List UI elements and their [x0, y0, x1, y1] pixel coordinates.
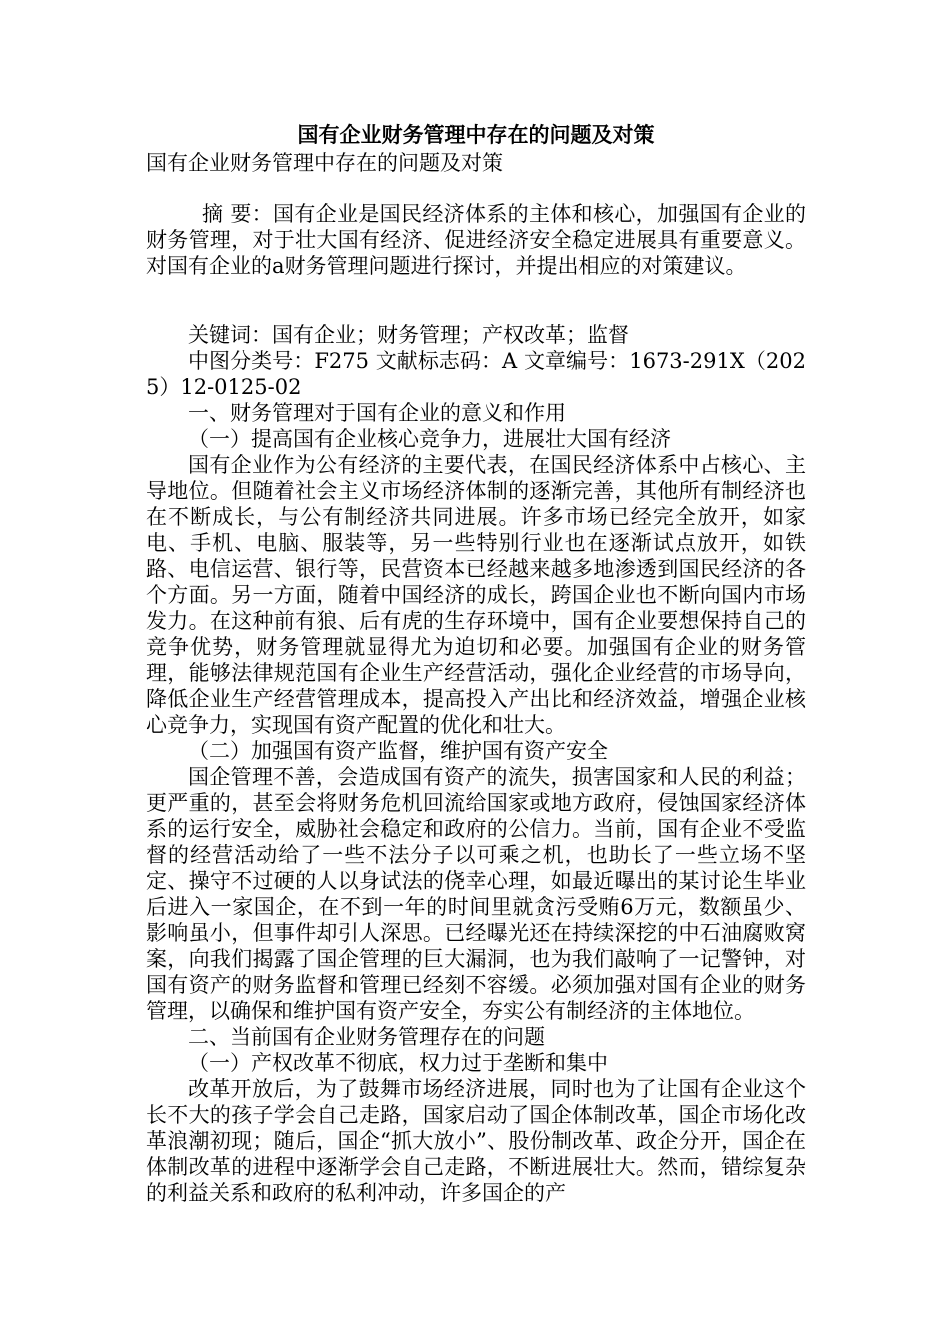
section-heading: 一、财务管理对于国有企业的意义和作用: [188, 401, 566, 425]
document-title: 国有企业财务管理中存在的问题及对策: [297, 122, 655, 147]
classification-line: 中图分类号：F275 文献标志码：A 文章编号：1673-291X（2025）12-0125-02: [146, 349, 806, 399]
body-paragraph: 国企管理不善，会造成国有资产的流失，损害国家和人民的利益；更严重的，甚至会将财务危机回流给国家或地方政府，侵蚀国家经济体系的运行安全，威胁社会稳定和政府的公信力。当前，国有企业不受监督的经营活动给了一些不法分子以可乘之机，也助长了一些立场不坚定、操守不过硬的人以身试法的侥幸心理，如最近曝出的某讨论生毕业后进入一家国企，在不到一年的时间里就贪污受贿6万元，数额虽少、影响虽小，但事件却引人深思。已经曝光还在持续深挖的中石油腐败窝案，向我们揭露了国企管理的巨大漏洞，也为我们敲响了一记警钟，对国有资产的财务监督和管理已经刻不容缓。必须加强对国有企业的财务管理，以确保和维护国有资产安全，夯实公有制经济的主体地位。: [146, 765, 806, 1023]
document-subtitle: 国有企业财务管理中存在的问题及对策: [146, 151, 503, 175]
section-heading: 二、当前国有企业财务管理存在的问题: [188, 1025, 545, 1049]
body-paragraph: 国有企业作为公有经济的主要代表，在国民经济体系中占核心、主导地位。但随着社会主义市场经济体制的逐渐完善，其他所有制经济也在不断成长，与公有制经济共同进展。许多市场已经完全放开，如家电、手机、电脑、服装等，另一些特别行业也在逐渐试点放开，如铁路、电信运营、银行等，民营资本已经越来越多地渗透到国民经济的各个方面。另一方面，随着中国经济的成长，跨国企业也不断向国内市场发力。在这种前有狼、后有虎的生存环境中，国有企业要想保持自己的竞争优势，财务管理就显得尤为迫切和必要。加强国有企业的财务管理，能够法律规范国有企业生产经营活动，强化企业经营的市场导向，降低企业生产经营管理成本，提高投入产出比和经济效益，增强企业核心竞争力，实现国有资产配置的优化和壮大。: [146, 453, 806, 737]
body-paragraph: 改革开放后，为了鼓舞市场经济进展，同时也为了让国有企业这个长不大的孩子学会自己走路，国家启动了国企体制改革，国企市场化改革浪潮初现；随后，国企“抓大放小”、股份制改革、政企分开，国企在体制改革的进程中逐渐学会自己走路，不断进展壮大。然而，错综复杂的利益关系和政府的私利冲动，许多国企的产: [146, 1077, 806, 1205]
subsection-heading: （二）加强国有资产监督，维护国有资产安全: [188, 739, 608, 763]
article-body: [146, 322, 806, 1206]
keywords-line: 关键词：国有企业；财务管理；产权改革；监督: [188, 323, 629, 347]
subsection-heading: （一）产权改革不彻底，权力过于垄断和集中: [188, 1051, 608, 1075]
abstract-paragraph: 摘 要：国有企业是国民经济体系的主体和核心，加强国有企业的财务管理，对于壮大国有经济、促进经济安全稳定进展具有重要意义。对国有企业的a财务管理问题进行探讨，并提出相应的对策建议。: [146, 202, 806, 278]
subsection-heading: （一）提高国有企业核心竞争力，进展壮大国有经济: [188, 427, 671, 451]
